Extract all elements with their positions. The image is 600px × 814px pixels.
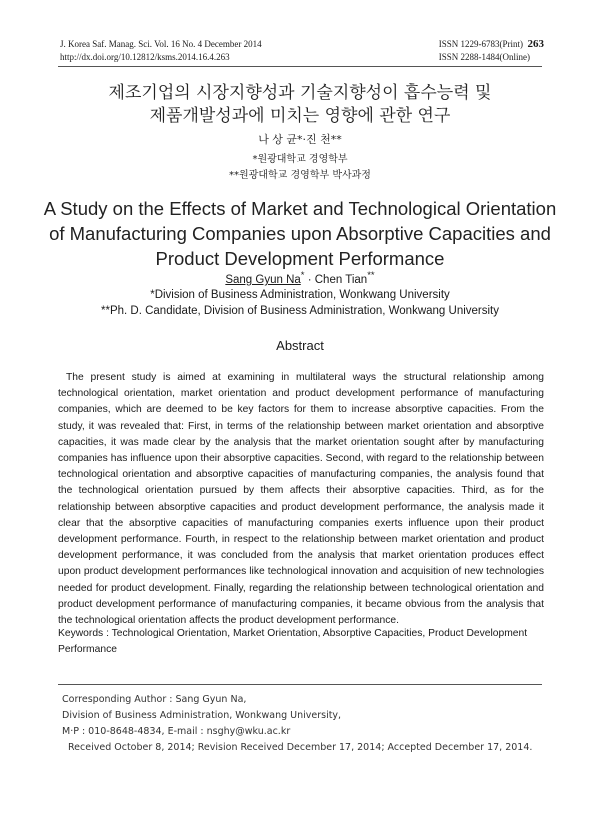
korean-affiliation-1: *원광대학교 경영학부: [252, 154, 348, 165]
english-title-line3: Product Development Performance: [155, 248, 445, 269]
corresponding-author: Corresponding Author : Sang Gyun Na,: [62, 694, 247, 705]
issn-print: ISSN 1229-6783(Print): [438, 39, 524, 49]
author-2-mark: **: [367, 270, 375, 281]
author-1: Sang Gyun Na: [225, 273, 301, 286]
doi-link[interactable]: http://dx.doi.org/10.12812/ksms.2014.16.4.263: [60, 52, 230, 62]
issn-block: [439, 38, 530, 64]
abstract-body: The present study is aimed at examining in multilateral ways the structural relationship among technological orientation, market orientation and product development performance of manufacturing companies, which are deemed to be key factors for them to increase absorptive capacities. From the study, it was revealed that: First, in terms of the relationship between market orientation and absorptive capacities, it was made clear by the analysis that the market orientation sought after by manufacturing companies has influence upon their absorptive capacities. Second, with regard to the relationship between technological orientation and absorptive capacities of manufacturing companies, the analysis found that the technological orientation pursued by them affects their absorptive capacities. Third, as for the relationship between absorptive capacities and product development performance, the analysis made it clear that the absorptive capacities of manufacturing companies exerts influence upon their product development performance. Fourth, in respect to the relationship between market orientation and product development performance, it was concluded from the analysis that market orientation produces effect upon product development performances like technological innovation and acquisition of new technologies needed for product development. Finally, regarding the relationship between technological orientation and product development performance of manufacturing companies, it became obvious from the analysis that the technological orientation affects the product development performance.: [58, 372, 544, 627]
footer-notes: [62, 692, 532, 756]
author-division: Division of Business Administration, Wonkwang University,: [62, 710, 342, 721]
english-authors: [0, 270, 600, 286]
journal-citation: J. Korea Saf. Manag. Sci. Vol. 16 No. 4 December 2014: [60, 39, 262, 49]
author-2: Chen Tian: [314, 273, 368, 286]
page-number: 263: [527, 38, 544, 50]
korean-authors: 나 상 균*·진 천**: [258, 133, 342, 146]
keywords: Keywords : Technological Orientation, Market Orientation, Absorptive Capacities, Product Development Performance: [58, 628, 528, 656]
korean-affiliation-2: **원광대학교 경영학부 박사과정: [229, 170, 371, 181]
english-title-line1: A Study on the Effects of Market and Technological Orientation: [43, 198, 557, 219]
author-separator: ·: [304, 273, 315, 286]
author-contact: M·P : 010-8648-4834, E-mail : nsghy@wku.ac.kr: [62, 726, 291, 737]
korean-title-line1: 제조기업의 시장지향성과 기술지향성이 흡수능력 및: [108, 83, 492, 103]
korean-title-line2: 제품개발성과에 미치는 영향에 관한 연구: [149, 106, 451, 126]
footer-divider: [58, 684, 542, 685]
author-1-mark: *: [300, 270, 305, 281]
english-title: [0, 196, 600, 271]
english-affiliation-2: **Ph. D. Candidate, Division of Business Administration, Wonkwang University: [101, 305, 499, 317]
received-dates: Received October 8, 2014; Revision Received December 17, 2014; Accepted December 17, 2014.: [68, 742, 533, 753]
issn-online: ISSN 2288-1484(Online): [438, 52, 530, 62]
korean-title: [0, 82, 600, 128]
abstract-heading: Abstract: [276, 338, 324, 353]
english-affiliation-1: *Division of Business Administration, Wonkwang University: [150, 289, 450, 301]
header-divider: [58, 66, 542, 67]
journal-header: [60, 38, 262, 64]
english-title-line2: of Manufacturing Companies upon Absorptive Capacities and: [49, 223, 551, 244]
